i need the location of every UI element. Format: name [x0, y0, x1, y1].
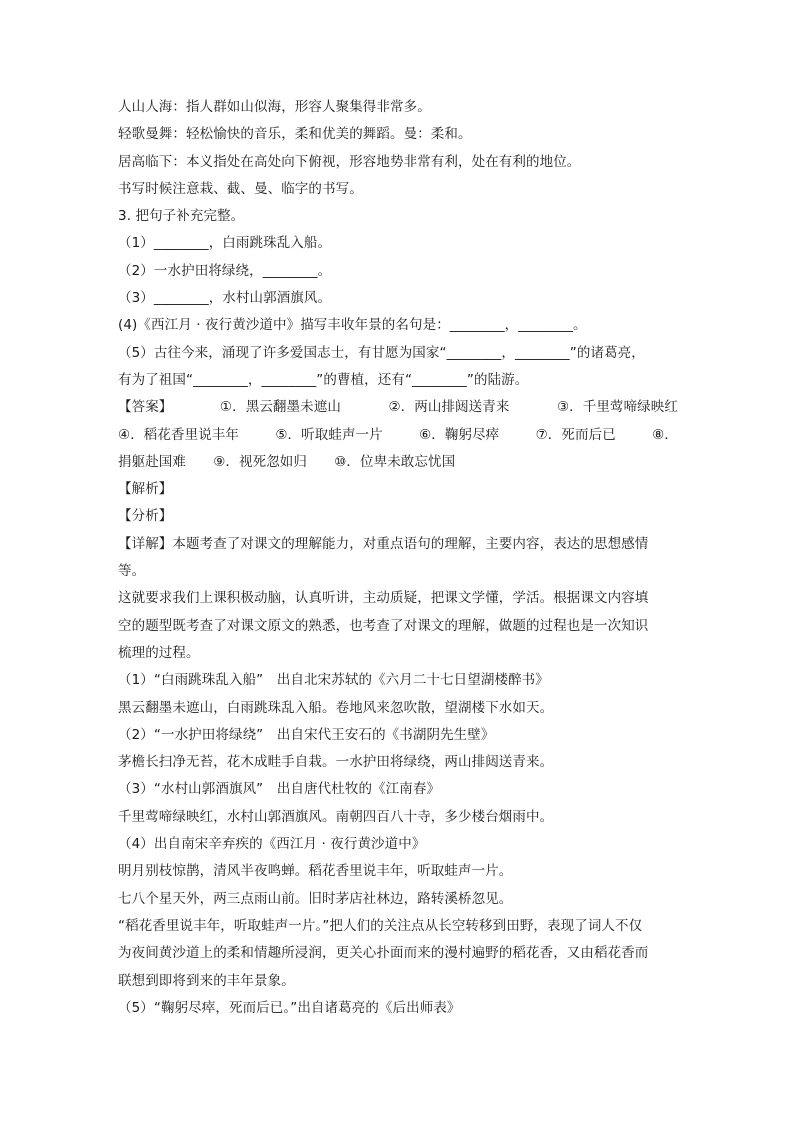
text-line: （3）“水村山郭酒旗风” 出自唐代杜牧的《江南春》: [118, 781, 441, 798]
answer-row: [118, 422, 678, 449]
text-line: 联想到即将到来的丰年景象。: [118, 972, 295, 989]
document-page: [118, 94, 678, 1022]
answer-label: 【答案】: [118, 399, 173, 416]
answer-item: ②．两山排闼送青来: [388, 399, 510, 416]
answer-item: ⑤．听取蛙声一片: [275, 426, 383, 443]
text-line: 梳理的过程。: [118, 644, 200, 661]
text-line: 黑云翻墨未遮山，白雨跳珠乱入船。卷地风来忽吹散，望湖楼下水如天。: [118, 699, 554, 716]
text-line: 空的题型既考查了对课文原文的熟悉，也考查了对课文的理解，做题的过程也是一次知识: [118, 617, 649, 634]
text-line: 七八个星天外，两三点雨山前。旧时茅店社林边，路转溪桥忽见。: [118, 890, 513, 907]
question-item: （3）________，水村山郭酒旗风。: [118, 290, 332, 307]
text-line: 【详解】本题考查了对课文的理解能力，对重点语句的理解，主要内容，表达的思想感情: [118, 535, 649, 552]
text-line: （5）“鞠躬尽瘁，死而后已。”出自诸葛亮的《后出师表》: [118, 999, 461, 1016]
text-line: （2）“一水护田将绿绕” 出自宋代王安石的《书湖阴先生壁》: [118, 726, 495, 743]
answer-item: ③．千里莺啼绿映红: [556, 399, 678, 416]
text-line: 为夜间黄沙道上的柔和情趣所浸润，更关心扑面而来的漫村遍野的稻花香，又由稻花香而: [118, 945, 649, 962]
answer-item: ⑦．死而后已: [535, 426, 616, 443]
answer-item: ⑧．: [652, 426, 678, 443]
section-label: 【解析】: [118, 481, 173, 498]
text-line: 等。: [118, 563, 146, 580]
text-line: 明月别枝惊鹊，清风半夜鸣蝉。稻花香里说丰年，听取蛙声一片。: [118, 863, 513, 880]
question-item: (4)《西江月 · 夜行黄沙道中》描写丰收年景的名句是：________，________。: [118, 317, 587, 334]
text-line: 书写时候注意栽、截、曼、临字的书写。: [118, 180, 363, 197]
text-line: 茅檐长扫净无苔，花木成畦手自栽。一水护田将绿绕，两山排闼送青来。: [118, 754, 554, 771]
answer-item: ④．稻花香里说丰年: [118, 426, 240, 443]
question-item: （2）一水护田将绿绕，________。: [118, 262, 332, 279]
text-line: 人山人海：指人群如山似海，形容人聚集得非常多。: [118, 99, 431, 115]
question-heading: 3. 把句子补充完整。: [118, 208, 245, 225]
question-item: （1）________，白雨跳珠乱入船。: [118, 235, 332, 252]
text-line: “稻花香里说丰年，听取蛙声一片。”把人们的关注点从长空转移到田野，表现了词人不仅: [118, 917, 643, 934]
answer-item: ①．黑云翻墨未遮山: [219, 399, 341, 416]
section-label: 【分析】: [118, 508, 173, 525]
text-line: （1）“白雨跳珠乱入船” 出自北宋苏轼的《六月二十七日望湖楼醉书》: [118, 672, 549, 689]
question-item: （5）古往今来，涌现了许多爱国志士，有甘愿为国家“________，________”的诸葛亮，: [118, 344, 645, 361]
answer-row: [118, 394, 678, 421]
text-line: 居高临下：本义指处在高处向下俯视，形容地势非常有利，处在有利的地位。: [118, 153, 581, 170]
text-line: 这就要求我们上课积极动脑，认真听讲，主动质疑，把课文学懂，学活。根据课文内容填: [118, 590, 649, 607]
text-line: 千里莺啼绿映红，水村山郭酒旗风。南朝四百八十寺，多少楼台烟雨中。: [118, 808, 554, 825]
answer-item: ⑥．鞠躬尽瘁: [419, 426, 500, 443]
text-line: 轻歌曼舞：轻松愉快的音乐，柔和优美的舞蹈。曼：柔和。: [118, 126, 472, 143]
question-item: 有为了祖国“________，________”的曹植，还有“________”的陆游。: [118, 371, 529, 388]
answer-row: 捐躯赴国难 ⑨．视死忽如归 ⑩．位卑未敢忘忧国: [118, 453, 456, 470]
text-line: （4）出自南宋辛弃疾的《西江月 · 夜行黄沙道中》: [118, 836, 426, 853]
